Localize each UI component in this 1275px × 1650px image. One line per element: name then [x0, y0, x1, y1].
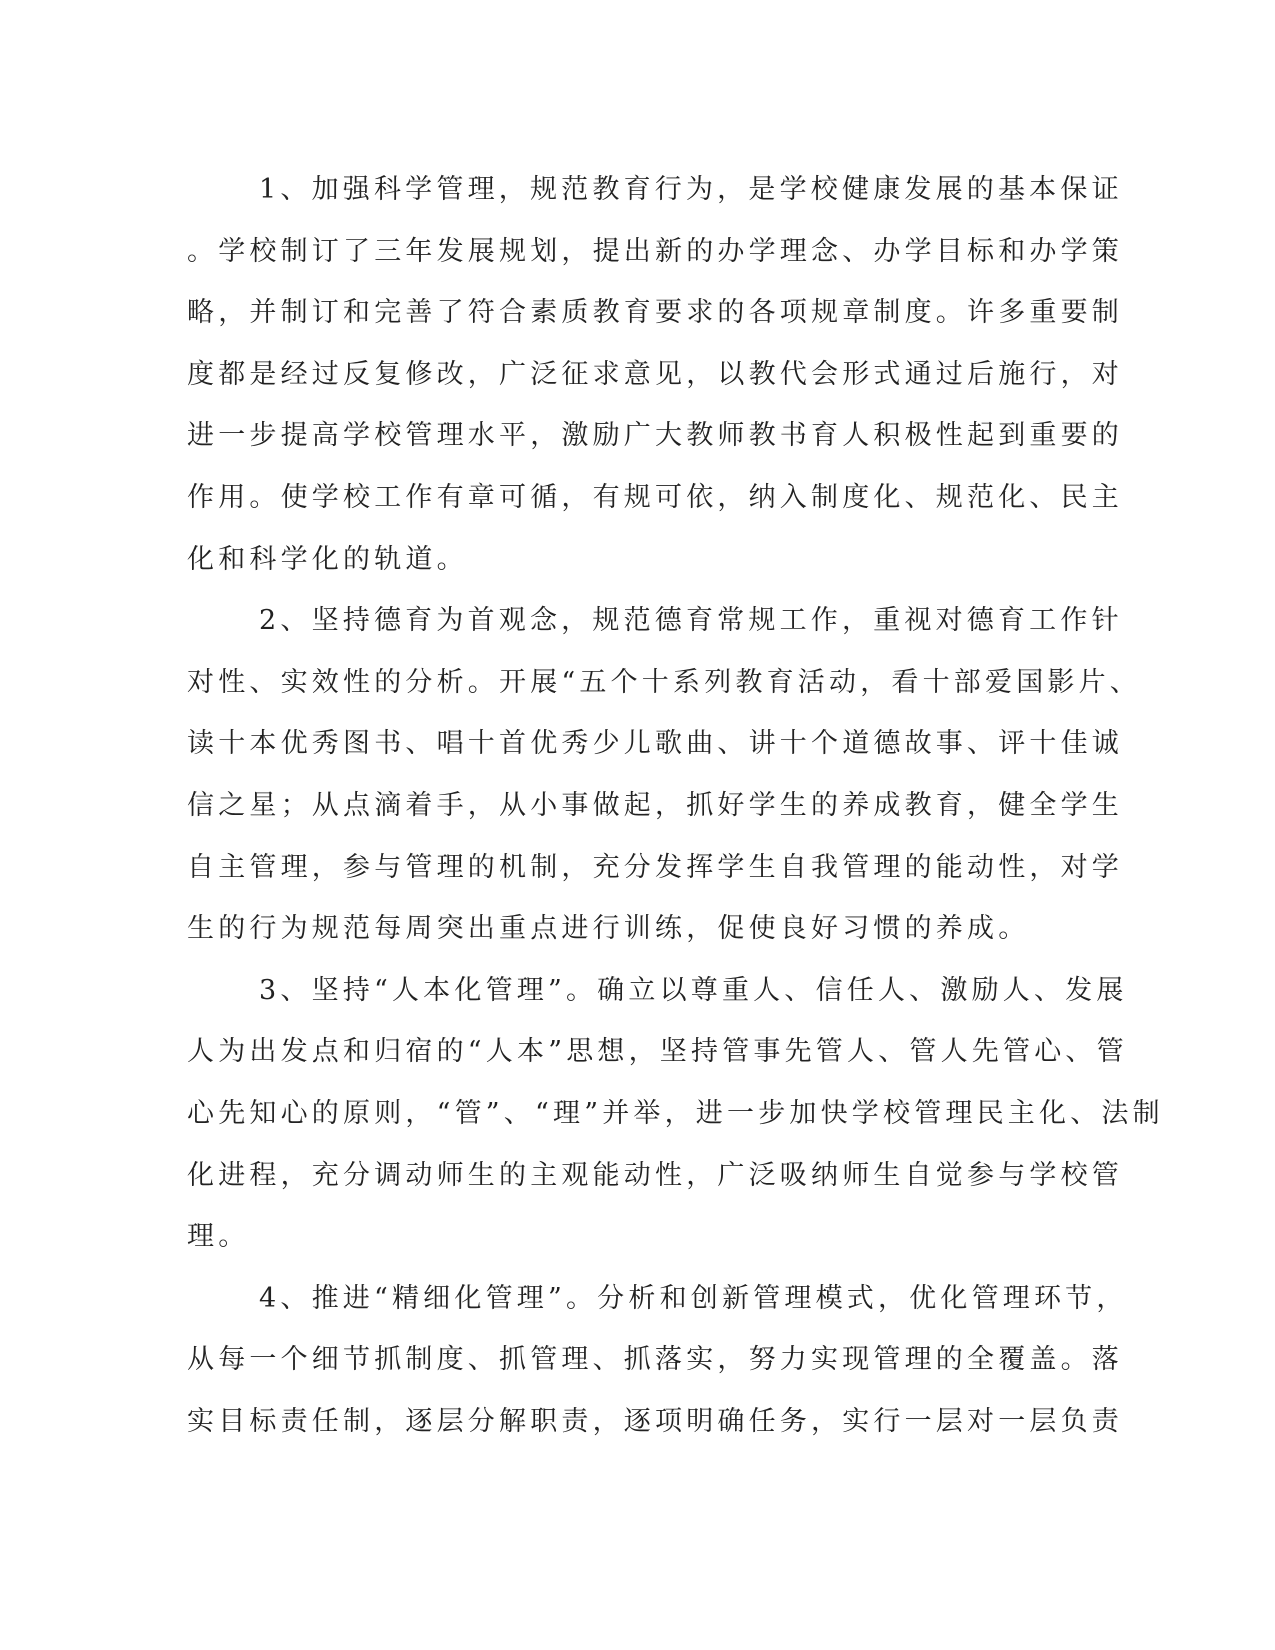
paragraph-1: [187, 159, 1123, 590]
paragraph-line: 化和科学化的轨道。: [187, 543, 468, 575]
paragraph-line: 自主管理，参与管理的机制，充分发挥学生自我管理的能动性，对学: [187, 851, 1123, 883]
paragraph-line: 人为出发点和归宿的“人本”思想，坚持管事先管人、管人先管心、管: [187, 1036, 1128, 1068]
paragraph-line: 心先知心的原则，“管”、“理”并举，进一步加快学校管理民主化、法制: [187, 1097, 1164, 1129]
paragraph-line: 生的行为规范每周突出重点进行训练，促使良好习惯的养成。: [187, 913, 1030, 945]
paragraph-line: 度都是经过反复修改，广泛征求意见，以教代会形式通过后施行，对: [187, 358, 1123, 390]
paragraph-line: 读十本优秀图书、唱十首优秀少儿歌曲、讲十个道德故事、评十佳诚: [187, 728, 1123, 760]
paragraph-line: 进一步提高学校管理水平，激励广大教师教书育人积极性起到重要的: [187, 420, 1123, 452]
paragraph-4: [187, 1268, 1128, 1453]
paragraph-line: 对性、实效性的分析。开展“五个十系列教育活动，看十部爱国影片、: [187, 666, 1142, 698]
paragraph-line: 。学校制订了三年发展规划，提出新的办学理念、办学目标和办学策: [187, 235, 1123, 267]
paragraph-line: 实目标责任制，逐层分解职责，逐项明确任务，实行一层对一层负责: [187, 1405, 1123, 1437]
paragraph-line: 3、坚持“人本化管理”。确立以尊重人、信任人、激励人、发展: [259, 974, 1128, 1006]
paragraph-line: 4、推进“精细化管理”。分析和创新管理模式，优化管理环节，: [259, 1282, 1128, 1314]
document-body: [187, 159, 1164, 1452]
paragraph-line: 作用。使学校工作有章可循，有规可依，纳入制度化、规范化、民主: [187, 481, 1123, 513]
paragraph-line: 2、坚持德育为首观念，规范德育常规工作，重视对德育工作针: [259, 605, 1123, 637]
paragraph-line: 化进程，充分调动师生的主观能动性，广泛吸纳师生自觉参与学校管: [187, 1159, 1123, 1191]
paragraph-line: 1、加强科学管理，规范教育行为，是学校健康发展的基本保证: [259, 174, 1123, 205]
paragraph-line: 略，并制订和完善了符合素质教育要求的各项规章制度。许多重要制: [187, 297, 1123, 329]
paragraph-3: [187, 960, 1164, 1268]
paragraph-2: [187, 590, 1142, 960]
paragraph-line: 信之星；从点滴着手，从小事做起，抓好学生的养成教育，健全学生: [187, 789, 1123, 821]
paragraph-line: 理。: [187, 1221, 250, 1253]
paragraph-line: 从每一个细节抓制度、抓管理、抓落实，努力实现管理的全覆盖。落: [187, 1344, 1123, 1376]
